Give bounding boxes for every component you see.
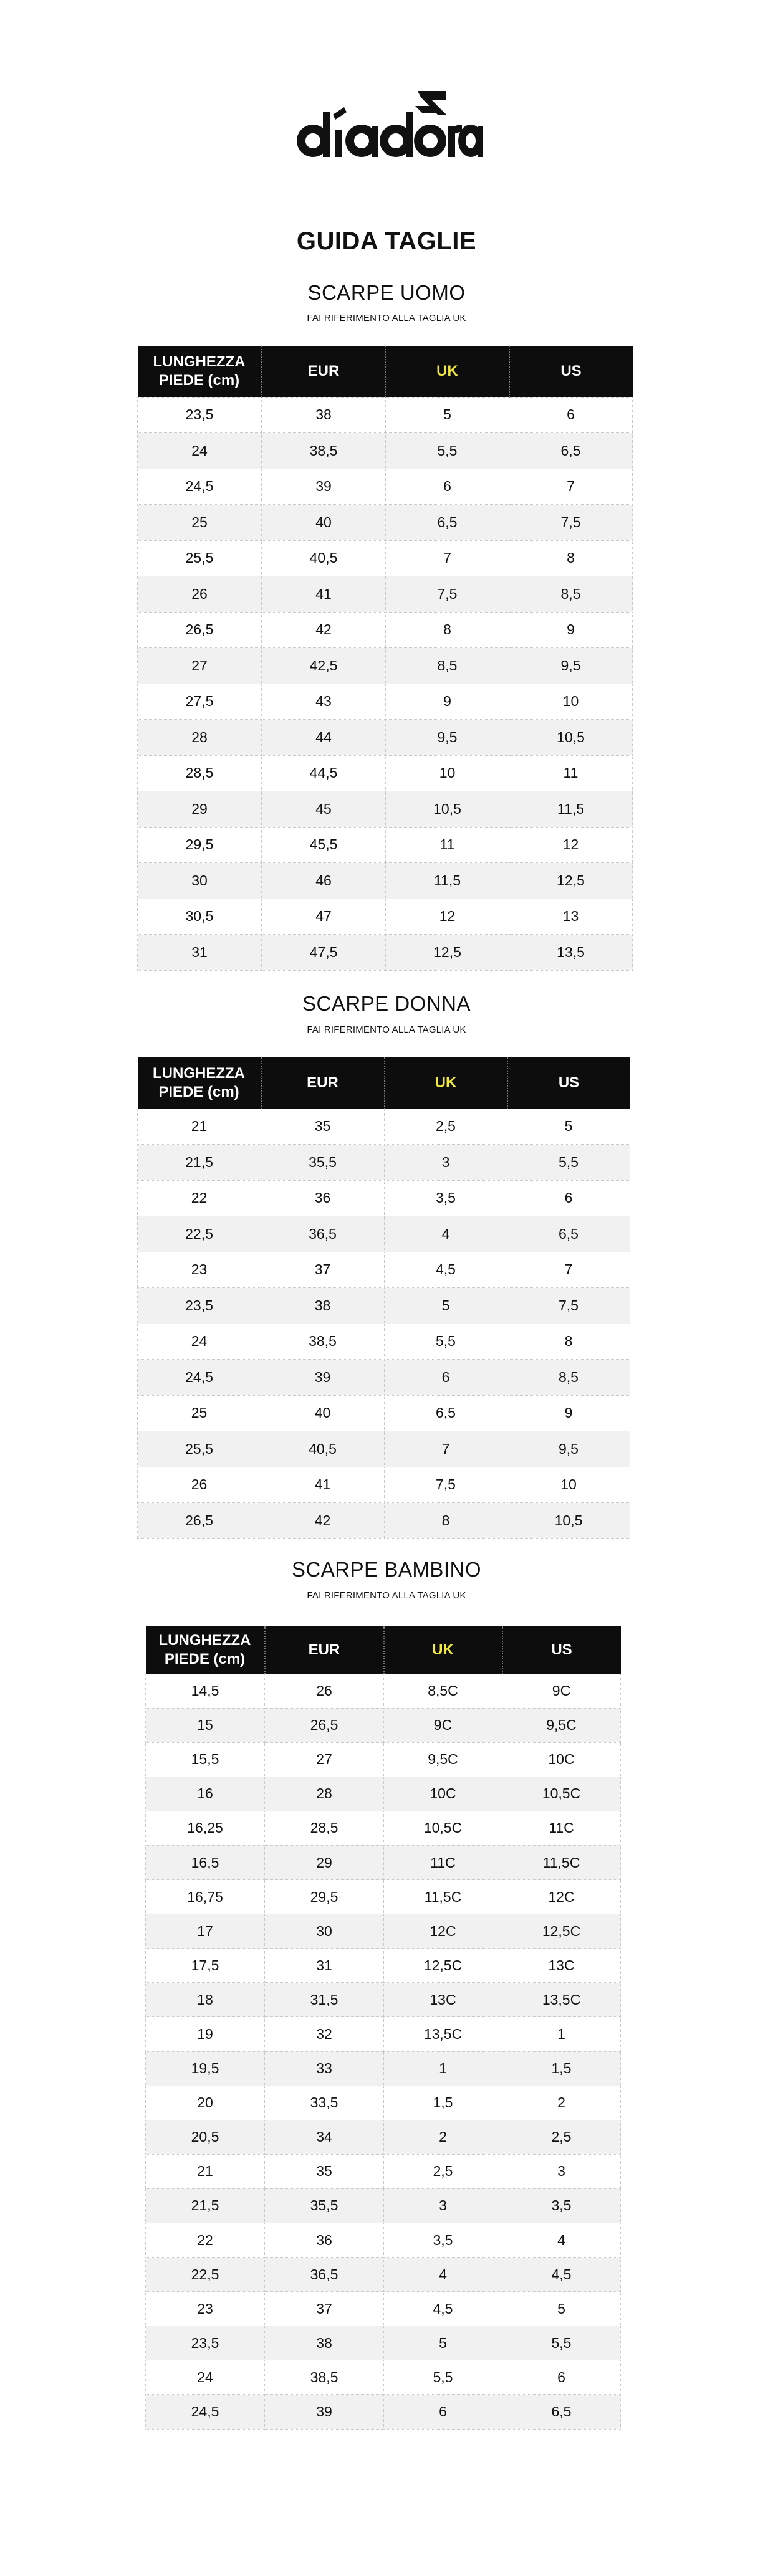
cell-eur: 36,5	[265, 2258, 384, 2292]
table-row	[146, 1674, 621, 1708]
table-row	[138, 433, 633, 469]
cell-eur: 45,5	[262, 827, 386, 863]
cell-us: 10	[509, 684, 633, 720]
cell-us: 11	[509, 755, 633, 791]
cell-us: 12C	[502, 1880, 621, 1914]
cell-us: 5	[502, 2292, 621, 2326]
cell-uk: 9C	[384, 1708, 502, 1742]
diadora-logo	[293, 87, 483, 165]
cell-uk: 4	[385, 1216, 507, 1252]
cell-foot-length: 20,5	[146, 2120, 265, 2154]
table-row	[138, 469, 633, 505]
cell-uk: 7,5	[385, 1467, 507, 1503]
cell-uk: 13,5C	[384, 2017, 502, 2051]
cell-foot-length: 25	[138, 505, 262, 541]
cell-us: 5,5	[502, 2326, 621, 2360]
cell-uk: 3	[385, 1145, 507, 1181]
cell-foot-length: 24	[138, 1324, 261, 1360]
cell-eur: 40,5	[262, 540, 386, 576]
table-header-row	[138, 346, 633, 397]
cell-foot-length: 21,5	[138, 1145, 261, 1181]
table-row	[146, 2360, 621, 2395]
cell-foot-length: 25,5	[138, 1431, 261, 1467]
cell-uk: 11,5	[386, 863, 509, 899]
table-row	[138, 1109, 630, 1145]
table-row	[138, 397, 633, 433]
cell-us: 5	[507, 1109, 630, 1145]
cell-eur: 46	[262, 863, 386, 899]
header-uk: UK	[384, 1626, 502, 1674]
cell-us: 6	[507, 1180, 630, 1216]
table-row	[138, 1288, 630, 1324]
cell-foot-length: 26	[138, 576, 262, 613]
section-title-bambino: SCARPE BAMBINO	[291, 1558, 482, 1581]
size-table-uomo	[137, 346, 633, 971]
table-row	[146, 2086, 621, 2120]
cell-eur: 36	[261, 1180, 385, 1216]
table-row	[146, 1742, 621, 1777]
table-header-row	[138, 1057, 630, 1109]
cell-eur: 45	[262, 791, 386, 828]
table-row	[138, 720, 633, 756]
cell-us: 7,5	[507, 1288, 630, 1324]
cell-uk: 6	[386, 469, 509, 505]
cell-foot-length: 23,5	[146, 2326, 265, 2360]
cell-foot-length: 21	[146, 2154, 265, 2188]
table-row	[146, 2120, 621, 2154]
cell-eur: 26	[265, 1674, 384, 1708]
cell-us: 10	[507, 1467, 630, 1503]
cell-foot-length: 26	[138, 1467, 261, 1503]
cell-us: 3	[502, 2154, 621, 2188]
cell-us: 6	[509, 397, 633, 433]
header-us: US	[502, 1626, 621, 1674]
cell-uk: 9,5C	[384, 1742, 502, 1777]
cell-us: 8	[509, 540, 633, 576]
cell-uk: 10C	[384, 1777, 502, 1811]
table-row	[138, 576, 633, 613]
cell-eur: 37	[265, 2292, 384, 2326]
cell-uk: 4,5	[385, 1252, 507, 1288]
cell-us: 6,5	[509, 433, 633, 469]
cell-eur: 41	[262, 576, 386, 613]
header-us: US	[509, 346, 633, 397]
size-table-bambino	[145, 1626, 621, 2430]
table-row	[138, 827, 633, 863]
cell-us: 1,5	[502, 2051, 621, 2086]
cell-us: 11,5C	[502, 1845, 621, 1879]
cell-eur: 33	[265, 2051, 384, 2086]
cell-uk: 8,5	[386, 648, 509, 684]
cell-foot-length: 30,5	[138, 899, 262, 935]
cell-foot-length: 25	[138, 1395, 261, 1431]
cell-us: 9	[507, 1395, 630, 1431]
table-row	[146, 2051, 621, 2086]
cell-foot-length: 22,5	[146, 2258, 265, 2292]
cell-uk: 7	[386, 540, 509, 576]
cell-us: 8,5	[509, 576, 633, 613]
cell-foot-length: 19	[146, 2017, 265, 2051]
cell-eur: 31	[265, 1949, 384, 1983]
cell-foot-length: 24	[138, 433, 262, 469]
cell-eur: 35	[265, 2154, 384, 2188]
cell-uk: 2,5	[385, 1109, 507, 1145]
cell-foot-length: 30	[138, 863, 262, 899]
cell-uk: 12C	[384, 1914, 502, 1949]
table-row	[138, 1252, 630, 1288]
cell-eur: 35,5	[265, 2188, 384, 2223]
cell-foot-length: 26,5	[138, 1503, 261, 1539]
table-row	[138, 791, 633, 828]
table-row	[138, 935, 633, 971]
cell-us: 12,5C	[502, 1914, 621, 1949]
cell-eur: 40	[261, 1395, 385, 1431]
cell-uk: 12,5C	[384, 1949, 502, 1983]
cell-foot-length: 26,5	[138, 612, 262, 648]
cell-us: 7	[509, 469, 633, 505]
cell-eur: 41	[261, 1467, 385, 1503]
cell-uk: 13C	[384, 1983, 502, 2017]
cell-uk: 6	[384, 2395, 502, 2429]
cell-eur: 29,5	[265, 1880, 384, 1914]
cell-us: 7	[507, 1252, 630, 1288]
section-subtitle-donna: FAI RIFERIMENTO ALLA TAGLIA UK	[307, 1024, 466, 1035]
cell-foot-length: 21,5	[146, 2188, 265, 2223]
cell-foot-length: 16	[146, 1777, 265, 1811]
cell-foot-length: 15	[146, 1708, 265, 1742]
cell-eur: 39	[262, 469, 386, 505]
cell-uk: 2,5	[384, 2154, 502, 2188]
cell-eur: 38,5	[262, 433, 386, 469]
cell-us: 9,5	[509, 648, 633, 684]
table-row	[146, 2154, 621, 2188]
cell-foot-length: 25,5	[138, 540, 262, 576]
table-row	[146, 2258, 621, 2292]
cell-eur: 38,5	[261, 1324, 385, 1360]
cell-eur: 29	[265, 1845, 384, 1879]
section-subtitle-uomo: FAI RIFERIMENTO ALLA TAGLIA UK	[307, 313, 466, 323]
cell-foot-length: 23	[146, 2292, 265, 2326]
cell-uk: 12,5	[386, 935, 509, 971]
cell-uk: 10,5	[386, 791, 509, 828]
cell-uk: 10,5C	[384, 1811, 502, 1845]
cell-us: 4	[502, 2223, 621, 2258]
cell-uk: 8	[385, 1503, 507, 1539]
cell-foot-length: 28,5	[138, 755, 262, 791]
table-row	[138, 1395, 630, 1431]
cell-uk: 4,5	[384, 2292, 502, 2326]
section-title-uomo: SCARPE UOMO	[307, 281, 466, 304]
cell-us: 7,5	[509, 505, 633, 541]
table-row	[138, 505, 633, 541]
cell-uk: 5	[384, 2326, 502, 2360]
header-uk: UK	[385, 1057, 507, 1109]
table-row	[138, 1145, 630, 1181]
cell-foot-length: 27,5	[138, 684, 262, 720]
cell-foot-length: 20	[146, 2086, 265, 2120]
cell-uk: 3,5	[384, 2223, 502, 2258]
section-title-donna: SCARPE DONNA	[302, 992, 471, 1015]
cell-eur: 47,5	[262, 935, 386, 971]
table-row	[138, 540, 633, 576]
table-row	[146, 1708, 621, 1742]
cell-uk: 4	[384, 2258, 502, 2292]
cell-uk: 6,5	[385, 1395, 507, 1431]
cell-eur: 42	[262, 612, 386, 648]
table-row	[138, 1216, 630, 1252]
cell-us: 6,5	[507, 1216, 630, 1252]
cell-foot-length: 18	[146, 1983, 265, 2017]
cell-us: 2,5	[502, 2120, 621, 2154]
cell-eur: 32	[265, 2017, 384, 2051]
cell-eur: 47	[262, 899, 386, 935]
table-row	[138, 1180, 630, 1216]
cell-uk: 10	[386, 755, 509, 791]
cell-uk: 3	[384, 2188, 502, 2223]
table-row	[138, 684, 633, 720]
cell-uk: 9,5	[386, 720, 509, 756]
table-row	[138, 1467, 630, 1503]
cell-eur: 44	[262, 720, 386, 756]
cell-foot-length: 22	[146, 2223, 265, 2258]
cell-eur: 42	[261, 1503, 385, 1539]
cell-us: 13,5C	[502, 1983, 621, 2017]
cell-foot-length: 21	[138, 1109, 261, 1145]
cell-eur: 36,5	[261, 1216, 385, 1252]
table-row	[146, 1777, 621, 1811]
table-row	[146, 1983, 621, 2017]
table-row	[138, 1324, 630, 1360]
header-uk: UK	[386, 346, 509, 397]
cell-foot-length: 16,75	[146, 1880, 265, 1914]
cell-eur: 31,5	[265, 1983, 384, 2017]
table-row	[146, 2188, 621, 2223]
cell-us: 3,5	[502, 2188, 621, 2223]
table-row	[138, 1503, 630, 1539]
table-row	[146, 1811, 621, 1845]
table-row	[146, 2223, 621, 2258]
cell-us: 8,5	[507, 1360, 630, 1396]
header-foot-length: LUNGHEZZA PIEDE (cm)	[138, 346, 262, 397]
cell-uk: 9	[386, 684, 509, 720]
cell-eur: 38	[262, 397, 386, 433]
cell-uk: 1	[384, 2051, 502, 2086]
table-row	[138, 648, 633, 684]
cell-uk: 5,5	[385, 1324, 507, 1360]
cell-us: 1	[502, 2017, 621, 2051]
cell-us: 6,5	[502, 2395, 621, 2429]
cell-us: 13,5	[509, 935, 633, 971]
cell-eur: 30	[265, 1914, 384, 1949]
table-header-row	[146, 1626, 621, 1674]
cell-foot-length: 19,5	[146, 2051, 265, 2086]
cell-us: 10,5	[507, 1503, 630, 1539]
cell-us: 4,5	[502, 2258, 621, 2292]
cell-eur: 35	[261, 1109, 385, 1145]
cell-uk: 7	[385, 1431, 507, 1467]
cell-eur: 38	[265, 2326, 384, 2360]
cell-uk: 11	[386, 827, 509, 863]
cell-us: 9C	[502, 1674, 621, 1708]
cell-foot-length: 23	[138, 1252, 261, 1288]
cell-eur: 27	[265, 1742, 384, 1777]
cell-foot-length: 24,5	[138, 469, 262, 505]
cell-uk: 5	[385, 1288, 507, 1324]
table-row	[146, 2017, 621, 2051]
cell-eur: 40	[262, 505, 386, 541]
cell-uk: 7,5	[386, 576, 509, 613]
cell-uk: 11C	[384, 1845, 502, 1879]
cell-uk: 8,5C	[384, 1674, 502, 1708]
cell-eur: 40,5	[261, 1431, 385, 1467]
cell-eur: 36	[265, 2223, 384, 2258]
cell-uk: 5,5	[386, 433, 509, 469]
cell-eur: 33,5	[265, 2086, 384, 2120]
cell-uk: 8	[386, 612, 509, 648]
cell-foot-length: 29,5	[138, 827, 262, 863]
cell-eur: 37	[261, 1252, 385, 1288]
cell-uk: 12	[386, 899, 509, 935]
diadora-logo-icon	[293, 87, 483, 165]
cell-eur: 43	[262, 684, 386, 720]
cell-foot-length: 24	[146, 2360, 265, 2395]
table-row	[146, 2326, 621, 2360]
table-row	[138, 863, 633, 899]
page-title: GUIDA TAGLIE	[296, 227, 477, 255]
cell-uk: 2	[384, 2120, 502, 2154]
cell-eur: 39	[261, 1360, 385, 1396]
cell-foot-length: 24,5	[138, 1360, 261, 1396]
table-row	[138, 1431, 630, 1467]
cell-uk: 5,5	[384, 2360, 502, 2395]
cell-eur: 39	[265, 2395, 384, 2429]
header-eur: EUR	[262, 346, 386, 397]
cell-foot-length: 16,5	[146, 1845, 265, 1879]
cell-foot-length: 24,5	[146, 2395, 265, 2429]
cell-us: 11,5	[509, 791, 633, 828]
cell-eur: 42,5	[262, 648, 386, 684]
table-row	[138, 612, 633, 648]
header-eur: EUR	[265, 1626, 384, 1674]
table-row	[146, 2292, 621, 2326]
cell-foot-length: 15,5	[146, 1742, 265, 1777]
table-row	[146, 1880, 621, 1914]
header-us: US	[507, 1057, 630, 1109]
cell-us: 10,5	[509, 720, 633, 756]
cell-foot-length: 27	[138, 648, 262, 684]
cell-foot-length: 23,5	[138, 397, 262, 433]
cell-foot-length: 17	[146, 1914, 265, 1949]
cell-foot-length: 16,25	[146, 1811, 265, 1845]
cell-us: 2	[502, 2086, 621, 2120]
cell-us: 13C	[502, 1949, 621, 1983]
cell-us: 6	[502, 2360, 621, 2395]
header-foot-length: LUNGHEZZA PIEDE (cm)	[138, 1057, 261, 1109]
cell-uk: 3,5	[385, 1180, 507, 1216]
cell-eur: 34	[265, 2120, 384, 2154]
cell-uk: 5	[386, 397, 509, 433]
cell-us: 10C	[502, 1742, 621, 1777]
cell-us: 12	[509, 827, 633, 863]
cell-eur: 28	[265, 1777, 384, 1811]
cell-foot-length: 22,5	[138, 1216, 261, 1252]
cell-eur: 26,5	[265, 1708, 384, 1742]
cell-foot-length: 17,5	[146, 1949, 265, 1983]
size-table-donna	[137, 1057, 630, 1539]
cell-foot-length: 23,5	[138, 1288, 261, 1324]
cell-eur: 38	[261, 1288, 385, 1324]
cell-us: 9,5C	[502, 1708, 621, 1742]
cell-us: 8	[507, 1324, 630, 1360]
cell-foot-length: 28	[138, 720, 262, 756]
cell-us: 9	[509, 612, 633, 648]
cell-eur: 44,5	[262, 755, 386, 791]
cell-uk: 11,5C	[384, 1880, 502, 1914]
cell-foot-length: 29	[138, 791, 262, 828]
cell-uk: 6	[385, 1360, 507, 1396]
section-subtitle-bambino: FAI RIFERIMENTO ALLA TAGLIA UK	[307, 1590, 466, 1601]
table-row	[146, 1845, 621, 1879]
table-row	[138, 1360, 630, 1396]
header-foot-length: LUNGHEZZA PIEDE (cm)	[146, 1626, 265, 1674]
cell-uk: 1,5	[384, 2086, 502, 2120]
cell-us: 10,5C	[502, 1777, 621, 1811]
cell-us: 5,5	[507, 1145, 630, 1181]
header-eur: EUR	[261, 1057, 385, 1109]
table-row	[146, 1949, 621, 1983]
cell-us: 11C	[502, 1811, 621, 1845]
table-row	[146, 2395, 621, 2429]
table-row	[138, 755, 633, 791]
table-row	[146, 1914, 621, 1949]
cell-foot-length: 14,5	[146, 1674, 265, 1708]
cell-us: 9,5	[507, 1431, 630, 1467]
cell-eur: 28,5	[265, 1811, 384, 1845]
cell-us: 13	[509, 899, 633, 935]
cell-foot-length: 22	[138, 1180, 261, 1216]
cell-foot-length: 31	[138, 935, 262, 971]
table-row	[138, 899, 633, 935]
cell-eur: 38,5	[265, 2360, 384, 2395]
cell-uk: 6,5	[386, 505, 509, 541]
cell-us: 12,5	[509, 863, 633, 899]
cell-eur: 35,5	[261, 1145, 385, 1181]
